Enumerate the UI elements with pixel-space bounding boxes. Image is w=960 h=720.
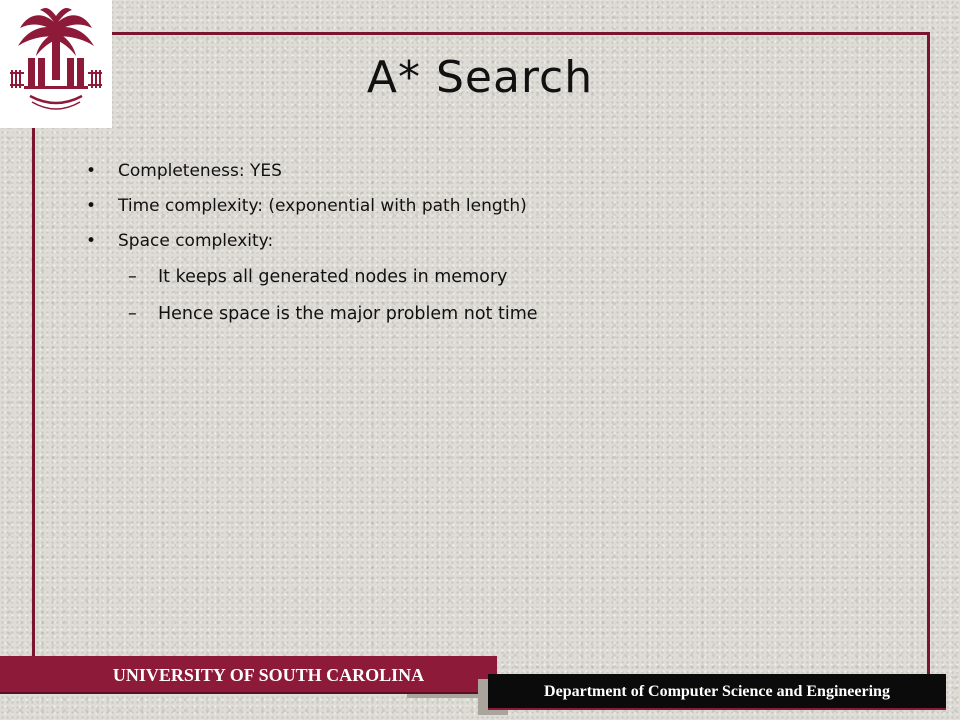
bullet-marker: • [86,196,97,216]
footer-department-banner: Department of Computer Science and Engineering [488,674,946,710]
university-logo [0,0,112,128]
sub-bullet-text: Hence space is the major problem not time [158,304,538,324]
bullet-text: Time complexity: (exponential with path length) [118,196,527,216]
sub-bullet-marker: – [128,267,137,287]
bullet-item [84,160,904,182]
sub-bullet-item [84,265,904,289]
sub-bullet-item [84,302,904,326]
bullet-item [84,230,904,252]
palmetto-logo-icon [6,6,106,122]
footer-university-banner: UNIVERSITY OF SOUTH CAROLINA [0,656,497,694]
sub-bullet-marker: – [128,304,137,324]
slide-frame-border [32,32,930,690]
bullet-item [84,195,904,217]
slide-title: A* Search [366,52,594,103]
bullet-text: Space complexity: [118,231,274,251]
sub-bullet-text: It keeps all generated nodes in memory [158,267,508,287]
bullet-marker: • [86,161,97,181]
bullet-text: Completeness: YES [118,161,282,181]
bullet-marker: • [86,231,97,251]
bullet-list [84,160,904,339]
